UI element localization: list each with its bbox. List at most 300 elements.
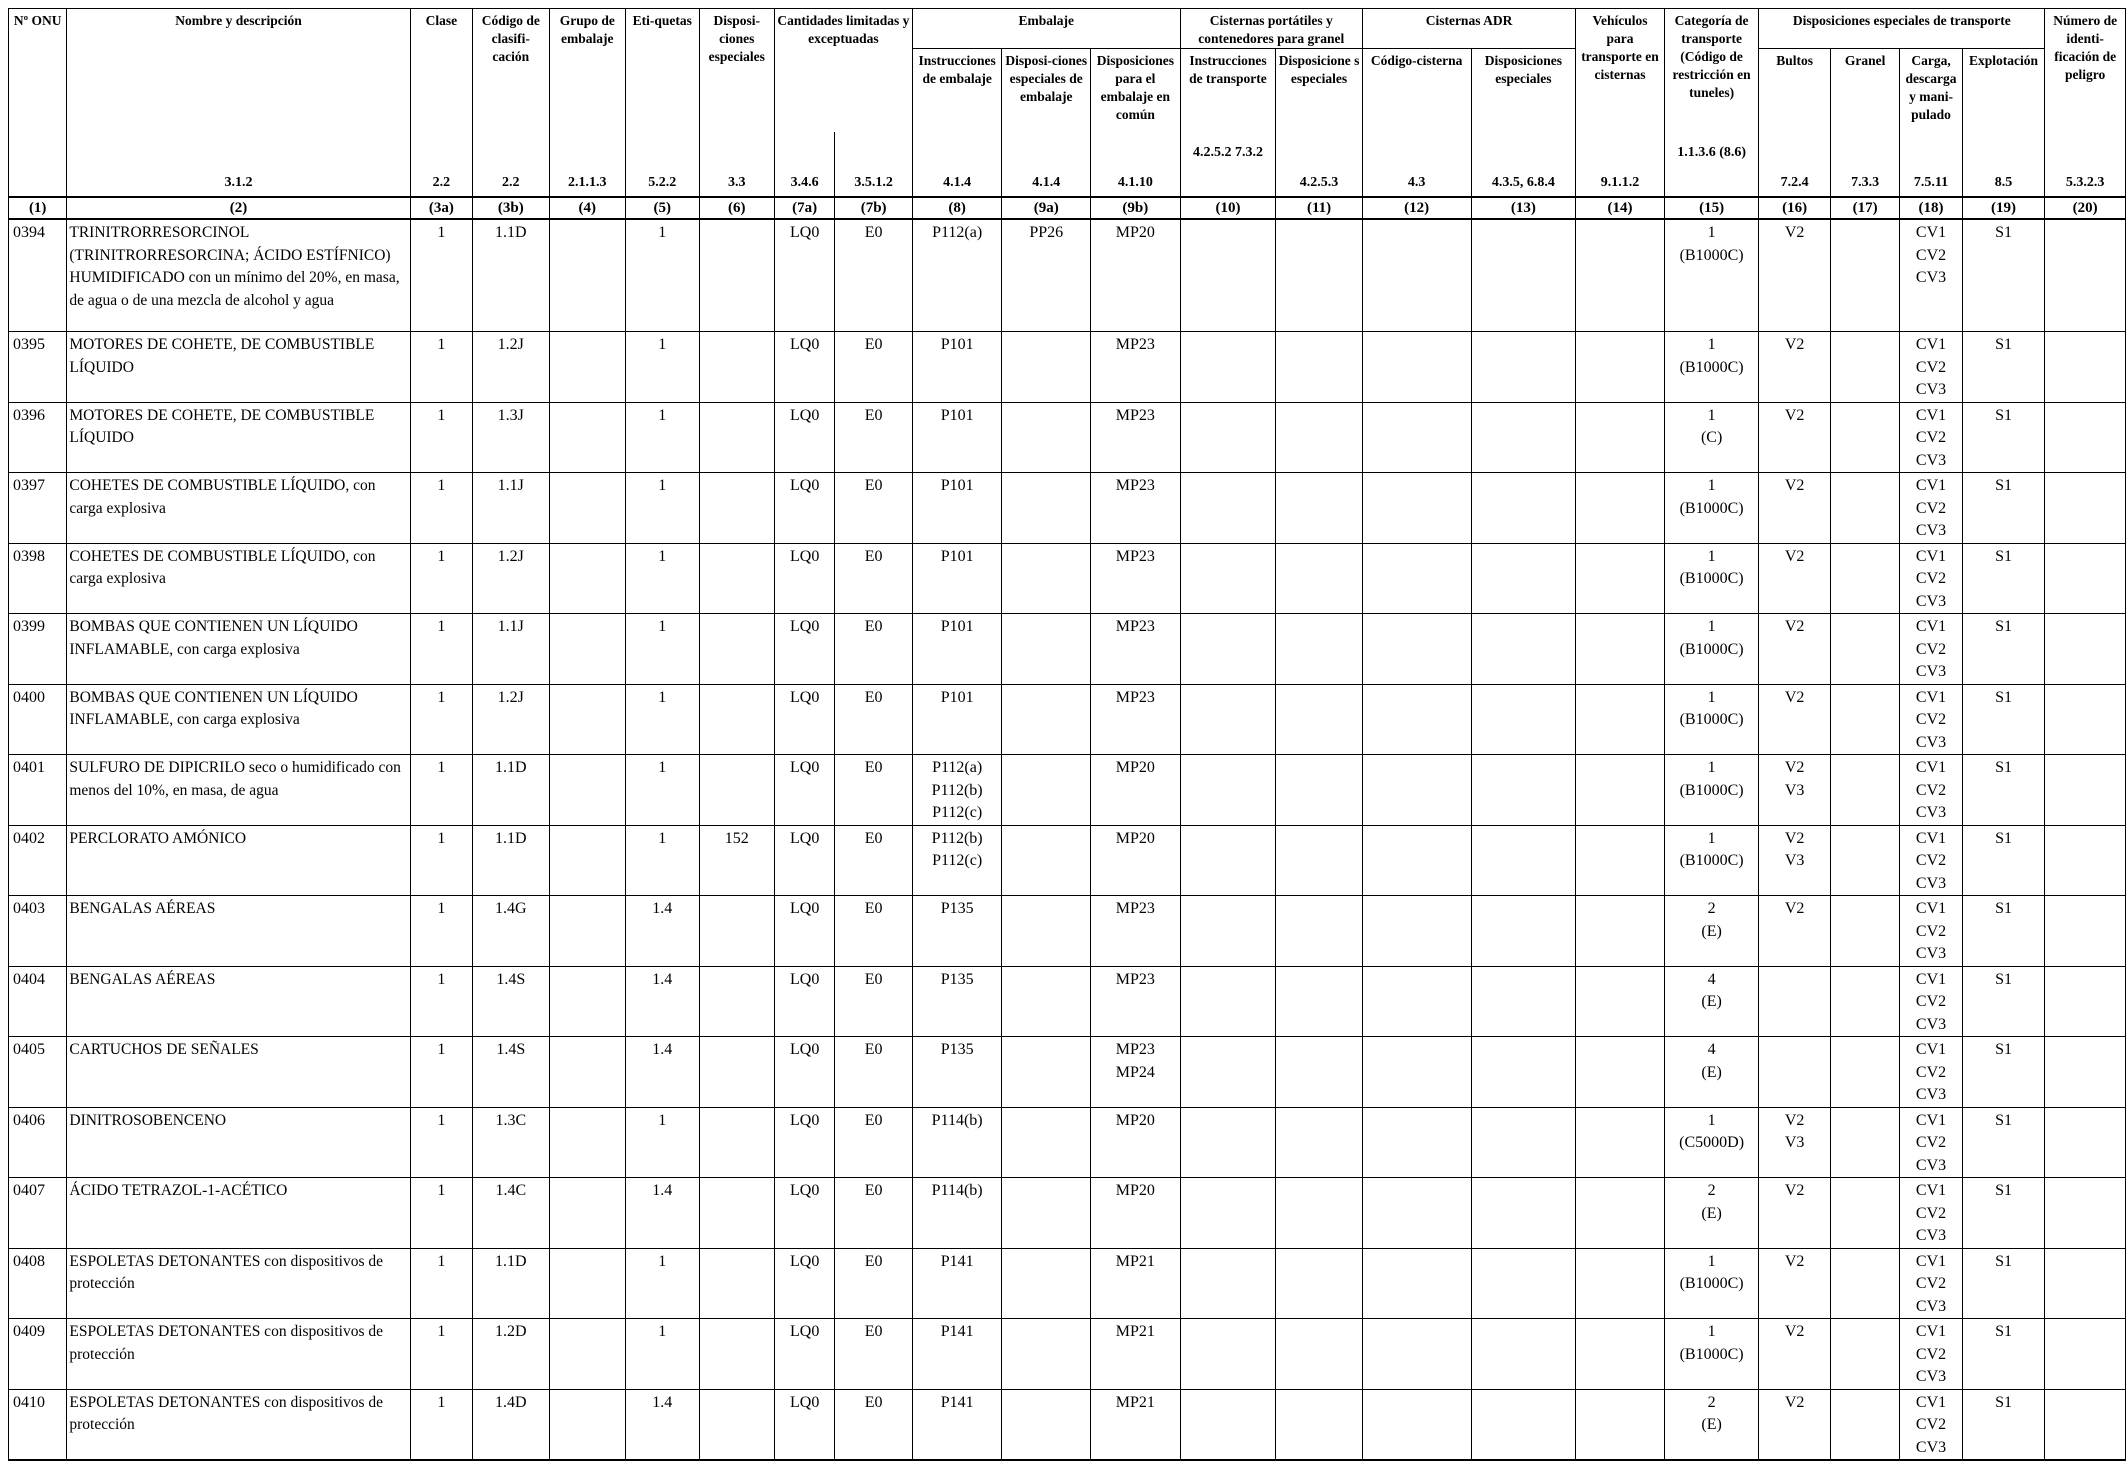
operation-provisions: S1 <box>1962 1248 2045 1319</box>
table-row <box>9 825 2126 896</box>
loading-provisions-line: CV3 <box>1915 1297 1947 1315</box>
tank-code <box>1362 1319 1471 1390</box>
tank-vehicle <box>1576 1178 1665 1249</box>
special-provisions <box>699 1389 774 1460</box>
loading-provisions <box>1900 614 1962 685</box>
transport-category-line: (B1000C) <box>1679 781 1744 799</box>
operation-provisions: S1 <box>1962 614 2045 685</box>
header-bulk: Granel <box>1830 49 1899 133</box>
classification-code: 1.1D <box>473 755 550 826</box>
tank-vehicle <box>1576 402 1665 473</box>
loading-provisions-line: CV2 <box>1915 711 1947 728</box>
loading-provisions <box>1900 966 1962 1037</box>
classification-code: 1.1D <box>473 1248 550 1319</box>
loading-provisions <box>1900 1037 1962 1108</box>
substance-name: BENGALAS AÉREAS <box>67 966 410 1037</box>
packing-group <box>549 966 626 1037</box>
portable-tank-provisions <box>1276 966 1363 1037</box>
packing-instructions <box>912 332 1002 403</box>
packing-instructions <box>912 473 1002 544</box>
packages-provisions <box>1759 825 1830 896</box>
special-provisions <box>699 332 774 403</box>
tank-vehicle <box>1576 896 1665 967</box>
portable-tank-instructions <box>1180 1389 1276 1460</box>
loading-provisions-line: CV3 <box>1915 1227 1947 1244</box>
transport-category-line: (E) <box>1701 993 1722 1010</box>
excepted-quantity: E0 <box>835 1107 913 1178</box>
loading-provisions-line: CV3 <box>1915 1015 1947 1033</box>
adr-tank-provisions <box>1471 684 1576 755</box>
special-provisions <box>699 473 774 544</box>
class: 1 <box>410 1389 472 1460</box>
special-packing-provisions <box>1002 1319 1091 1390</box>
loading-provisions-line: CV2 <box>1915 570 1947 587</box>
table-row <box>9 684 2126 755</box>
adr-tank-provisions <box>1471 1178 1576 1249</box>
loading-provisions-line: CV1 <box>1915 1111 1947 1129</box>
hazard-id-number <box>2045 473 2126 544</box>
ref-5: 5.2.2 <box>626 132 699 197</box>
loading-provisions <box>1900 1178 1962 1249</box>
transport-category <box>1664 473 1759 544</box>
substance-name: COHETES DE COMBUSTIBLE LÍQUIDO, con carga explosiva <box>67 473 410 544</box>
hazard-id-number <box>2045 402 2126 473</box>
mixed-packing <box>1091 402 1181 473</box>
loading-provisions <box>1900 896 1962 967</box>
onu-number: 0398 <box>9 543 67 614</box>
loading-provisions <box>1900 473 1962 544</box>
hazard-id-number <box>2045 1107 2126 1178</box>
operation-provisions: S1 <box>1962 473 2045 544</box>
ref-9a: 4.1.4 <box>1002 132 1091 197</box>
portable-tank-provisions <box>1276 1178 1363 1249</box>
mixed-packing-line: MP23 <box>1115 900 1155 917</box>
special-provisions: 152 <box>699 825 774 896</box>
mixed-packing <box>1091 896 1181 967</box>
table-row <box>9 614 2126 685</box>
classification-code: 1.4S <box>473 966 550 1037</box>
limited-quantity: LQ0 <box>774 1037 834 1108</box>
column-number: (16) <box>1759 197 1830 219</box>
loading-provisions-line: CV2 <box>1915 1134 1947 1151</box>
portable-tank-instructions <box>1180 1248 1276 1319</box>
packing-instructions <box>912 755 1002 826</box>
portable-tank-instructions <box>1180 543 1276 614</box>
transport-category <box>1664 1178 1759 1249</box>
portable-tank-instructions <box>1180 825 1276 896</box>
classification-code: 1.4S <box>473 1037 550 1108</box>
class: 1 <box>410 1107 472 1178</box>
substance-name: MOTORES DE COHETE, DE COMBUSTIBLE LÍQUIDO <box>67 402 410 473</box>
loading-provisions-line: CV2 <box>1915 922 1947 940</box>
mixed-packing-line: MP23 <box>1115 547 1155 565</box>
ref-6: 3.3 <box>699 132 774 197</box>
header-adr-tanks-group: Cisternas ADR <box>1362 9 1575 49</box>
excepted-quantity: E0 <box>835 684 913 755</box>
excepted-quantity: E0 <box>835 1037 913 1108</box>
limited-quantity: LQ0 <box>774 543 834 614</box>
operation-provisions: S1 <box>1962 219 2045 332</box>
header-mixed-packing: Disposiciones para el embalaje en común <box>1091 49 1181 133</box>
table-row <box>9 896 2126 967</box>
loading-provisions-line: CV3 <box>1915 522 1947 539</box>
transport-category-line: 1 <box>1707 618 1716 635</box>
column-number: (19) <box>1962 197 2045 219</box>
packing-group <box>549 684 626 755</box>
substance-name: SULFURO DE DIPICRILO seco o humidificado con menos del 10%, en masa, de agua <box>67 755 410 826</box>
tank-vehicle <box>1576 684 1665 755</box>
header-packages: Bultos <box>1759 49 1830 133</box>
class: 1 <box>410 1248 472 1319</box>
portable-tank-provisions <box>1276 219 1363 332</box>
loading-provisions-line: CV1 <box>1915 829 1947 847</box>
bulk-provisions <box>1830 896 1899 967</box>
tank-code <box>1362 1389 1471 1460</box>
loading-provisions <box>1900 1248 1962 1319</box>
class: 1 <box>410 1178 472 1249</box>
substance-name: DINITROSOBENCENO <box>67 1107 410 1178</box>
classification-code: 1.1D <box>473 219 550 332</box>
special-packing-provisions <box>1002 1178 1091 1249</box>
excepted-quantity: E0 <box>835 473 913 544</box>
mixed-packing-line: MP23 <box>1115 406 1155 424</box>
adr-tank-provisions <box>1471 1107 1576 1178</box>
tank-vehicle <box>1576 1389 1665 1460</box>
packages-provisions <box>1759 1248 1830 1319</box>
labels: 1.4 <box>626 1389 699 1460</box>
ref-11: 4.2.5.3 <box>1276 132 1363 197</box>
onu-number: 0408 <box>9 1248 67 1319</box>
hazard-id-number <box>2045 684 2126 755</box>
loading-provisions-line: CV3 <box>1915 1156 1947 1174</box>
packages-provisions <box>1759 219 1830 332</box>
limited-quantity: LQ0 <box>774 896 834 967</box>
adr-tank-provisions <box>1471 332 1576 403</box>
loading-provisions-line: CV2 <box>1915 499 1947 517</box>
loading-provisions-line: CV1 <box>1915 1182 1947 1199</box>
adr-tank-provisions <box>1471 896 1576 967</box>
packages-provisions-line: V2 <box>1784 618 1805 635</box>
ref-10: 4.2.5.2 7.3.2 <box>1180 132 1276 197</box>
ref-19: 8.5 <box>1962 132 2045 197</box>
substance-name: MOTORES DE COHETE, DE COMBUSTIBLE LÍQUIDO <box>67 332 410 403</box>
ref-2: 3.1.2 <box>67 132 410 197</box>
loading-provisions-line: CV2 <box>1915 993 1947 1010</box>
packing-group <box>549 1107 626 1178</box>
onu-number: 0399 <box>9 614 67 685</box>
special-provisions <box>699 1107 774 1178</box>
transport-category-line: (B1000C) <box>1679 1275 1744 1292</box>
portable-tank-provisions <box>1276 614 1363 685</box>
excepted-quantity: E0 <box>835 1178 913 1249</box>
packing-instructions-line: P114(b) <box>931 1182 983 1199</box>
packing-instructions-line: P101 <box>940 547 974 565</box>
mixed-packing <box>1091 543 1181 614</box>
column-number: (7a) <box>774 197 834 219</box>
loading-provisions-line: CV1 <box>1915 547 1947 565</box>
bulk-provisions <box>1830 755 1899 826</box>
column-number: (18) <box>1900 197 1962 219</box>
packing-instructions <box>912 219 1002 332</box>
tank-code <box>1362 1107 1471 1178</box>
substance-name: ÁCIDO TETRAZOL-1-ACÉTICO <box>67 1178 410 1249</box>
column-number: (9a) <box>1002 197 1091 219</box>
labels: 1 <box>626 684 699 755</box>
portable-tank-provisions <box>1276 473 1363 544</box>
class: 1 <box>410 219 472 332</box>
mixed-packing-line: MP23 <box>1115 477 1155 494</box>
portable-tank-provisions <box>1276 402 1363 473</box>
excepted-quantity: E0 <box>835 1319 913 1390</box>
dangerous-goods-table <box>8 8 2126 1461</box>
transport-category-line: (B1000C) <box>1679 358 1744 376</box>
transport-category-line: (E) <box>1701 1063 1722 1081</box>
column-number: (13) <box>1471 197 1576 219</box>
ref-3b: 2.2 <box>473 132 550 197</box>
column-number: (3a) <box>410 197 472 219</box>
table-row <box>9 1319 2126 1390</box>
loading-provisions-line: CV3 <box>1915 1438 1947 1456</box>
packing-group <box>549 1178 626 1249</box>
tank-code <box>1362 966 1471 1037</box>
transport-category-line: 1 <box>1707 547 1716 565</box>
packages-provisions-line: V3 <box>1784 781 1805 799</box>
ref-8: 4.1.4 <box>912 132 1002 197</box>
column-number: (7b) <box>835 197 913 219</box>
ref-4: 2.1.1.3 <box>549 132 626 197</box>
substance-name: ESPOLETAS DETONANTES con dispositivos de protección <box>67 1319 410 1390</box>
transport-category-line: (B1000C) <box>1679 499 1744 517</box>
operation-provisions: S1 <box>1962 543 2045 614</box>
loading-provisions-line: CV1 <box>1915 477 1947 494</box>
transport-category <box>1664 219 1759 332</box>
tank-code <box>1362 332 1471 403</box>
header-special-provisions: Disposi-ciones especiales <box>699 9 774 133</box>
ref-20: 5.3.2.3 <box>2045 132 2126 197</box>
packing-instructions <box>912 825 1002 896</box>
adr-tank-provisions <box>1471 825 1576 896</box>
packing-instructions-line: P141 <box>940 1393 974 1411</box>
packing-instructions <box>912 966 1002 1037</box>
loading-provisions-line: CV2 <box>1915 852 1947 869</box>
loading-provisions-line: CV3 <box>1915 1086 1947 1103</box>
mixed-packing <box>1091 219 1181 332</box>
transport-category-line: (B1000C) <box>1679 640 1744 658</box>
limited-quantity: LQ0 <box>774 219 834 332</box>
table-row <box>9 755 2126 826</box>
classification-code: 1.1D <box>473 825 550 896</box>
special-packing-provisions <box>1002 543 1091 614</box>
loading-provisions-line: CV1 <box>1915 336 1947 353</box>
mixed-packing-line: MP21 <box>1115 1323 1155 1340</box>
excepted-quantity: E0 <box>835 1248 913 1319</box>
mixed-packing <box>1091 1037 1181 1108</box>
packages-provisions <box>1759 684 1830 755</box>
tank-vehicle <box>1576 1248 1665 1319</box>
bulk-provisions <box>1830 1319 1899 1390</box>
loading-provisions-line: CV3 <box>1915 663 1947 680</box>
special-packing-provisions <box>1002 1107 1091 1178</box>
loading-provisions-line: CV3 <box>1915 592 1947 610</box>
operation-provisions: S1 <box>1962 755 2045 826</box>
loading-provisions-line: CV1 <box>1915 406 1947 424</box>
transport-category-line: 4 <box>1707 970 1716 988</box>
classification-code: 1.2J <box>473 543 550 614</box>
operation-provisions: S1 <box>1962 1319 2045 1390</box>
packing-group <box>549 825 626 896</box>
limited-quantity: LQ0 <box>774 614 834 685</box>
ref-18: 7.5.11 <box>1900 132 1962 197</box>
column-number: (10) <box>1180 197 1276 219</box>
special-packing-provisions <box>1002 1389 1091 1460</box>
tank-vehicle <box>1576 1107 1665 1178</box>
special-packing-provisions <box>1002 1037 1091 1108</box>
mixed-packing-line: MP20 <box>1115 224 1155 241</box>
transport-category-line: (B1000C) <box>1679 852 1744 869</box>
special-provisions <box>699 755 774 826</box>
special-packing-provisions <box>1002 332 1091 403</box>
portable-tank-instructions <box>1180 1107 1276 1178</box>
classification-code: 1.3J <box>473 402 550 473</box>
mixed-packing <box>1091 1178 1181 1249</box>
transport-category <box>1664 825 1759 896</box>
packing-group <box>549 402 626 473</box>
onu-number: 0405 <box>9 1037 67 1108</box>
operation-provisions: S1 <box>1962 966 2045 1037</box>
transport-category <box>1664 614 1759 685</box>
ref-1 <box>9 132 67 197</box>
loading-provisions-line: CV2 <box>1915 358 1947 376</box>
classification-code: 1.1J <box>473 614 550 685</box>
transport-category <box>1664 896 1759 967</box>
transport-category-line: 2 <box>1707 1182 1716 1199</box>
special-packing-provisions: PP26 <box>1002 219 1091 332</box>
mixed-packing-line: MP20 <box>1115 1111 1155 1129</box>
hazard-id-number <box>2045 896 2126 967</box>
special-provisions <box>699 402 774 473</box>
operation-provisions: S1 <box>1962 1178 2045 1249</box>
transport-category-line: (E) <box>1701 1416 1722 1433</box>
loading-provisions <box>1900 402 1962 473</box>
packages-provisions <box>1759 332 1830 403</box>
packing-instructions-line: P101 <box>940 688 974 706</box>
packing-group <box>549 1389 626 1460</box>
portable-tank-provisions <box>1276 1107 1363 1178</box>
special-provisions <box>699 614 774 685</box>
packages-provisions-line: V2 <box>1784 547 1805 565</box>
labels: 1.4 <box>626 1037 699 1108</box>
packages-provisions-line: V2 <box>1784 477 1805 494</box>
hazard-id-number <box>2045 219 2126 332</box>
portable-tank-provisions <box>1276 543 1363 614</box>
mixed-packing-line: MP23 <box>1115 970 1155 988</box>
special-packing-provisions <box>1002 402 1091 473</box>
adr-tank-provisions <box>1471 543 1576 614</box>
loading-provisions-line: CV2 <box>1915 1345 1947 1363</box>
packages-provisions-line: V2 <box>1784 336 1805 353</box>
portable-tank-instructions <box>1180 966 1276 1037</box>
labels: 1.4 <box>626 896 699 967</box>
packages-provisions <box>1759 1037 1830 1108</box>
loading-provisions-line: CV2 <box>1915 246 1947 264</box>
transport-category-line: (B1000C) <box>1679 246 1744 264</box>
header-portable-tanks-group: Cisternas portátiles y contenedores para granel <box>1180 9 1362 49</box>
mixed-packing <box>1091 966 1181 1037</box>
column-number: (20) <box>2045 197 2126 219</box>
loading-provisions-line: CV2 <box>1915 1063 1947 1081</box>
tank-vehicle <box>1576 543 1665 614</box>
hazard-id-number <box>2045 1389 2126 1460</box>
substance-name: BENGALAS AÉREAS <box>67 896 410 967</box>
column-number: (12) <box>1362 197 1471 219</box>
header-special-transport-group: Disposiciones especiales de transporte <box>1759 9 2045 49</box>
ref-7a: 3.4.6 <box>774 132 834 197</box>
onu-number: 0403 <box>9 896 67 967</box>
onu-number: 0410 <box>9 1389 67 1460</box>
onu-number: 0404 <box>9 966 67 1037</box>
packing-group <box>549 332 626 403</box>
header-special-packing: Disposi-ciones especiales de embalaje <box>1002 49 1091 133</box>
transport-category <box>1664 1037 1759 1108</box>
special-packing-provisions <box>1002 1248 1091 1319</box>
mixed-packing <box>1091 332 1181 403</box>
header-tank-code: Código-cisterna <box>1362 49 1471 133</box>
adr-tank-provisions <box>1471 1037 1576 1108</box>
packing-instructions <box>912 1248 1002 1319</box>
loading-provisions-line: CV3 <box>1915 874 1947 892</box>
transport-category-line: 1 <box>1707 336 1716 353</box>
packing-instructions-line: P114(b) <box>931 1111 983 1129</box>
packages-provisions <box>1759 896 1830 967</box>
loading-provisions-line: CV1 <box>1915 1393 1947 1411</box>
onu-number: 0407 <box>9 1178 67 1249</box>
portable-tank-instructions <box>1180 1037 1276 1108</box>
transport-category-line: 2 <box>1707 1393 1716 1411</box>
special-provisions <box>699 896 774 967</box>
tank-code <box>1362 402 1471 473</box>
substance-name: ESPOLETAS DETONANTES con dispositivos de protección <box>67 1248 410 1319</box>
packing-instructions-line: P101 <box>940 477 974 494</box>
special-provisions <box>699 1037 774 1108</box>
classification-code: 1.3C <box>473 1107 550 1178</box>
limited-quantity: LQ0 <box>774 473 834 544</box>
loading-provisions-line: CV2 <box>1915 781 1947 799</box>
packages-provisions <box>1759 402 1830 473</box>
ref-9b: 4.1.10 <box>1091 132 1181 197</box>
table-row <box>9 332 2126 403</box>
mixed-packing-line: MP23 <box>1115 1041 1155 1058</box>
loading-provisions-line: CV1 <box>1915 900 1947 917</box>
operation-provisions: S1 <box>1962 684 2045 755</box>
header-operation: Explotación <box>1962 49 2045 133</box>
onu-number: 0396 <box>9 402 67 473</box>
bulk-provisions <box>1830 1248 1899 1319</box>
table-row <box>9 966 2126 1037</box>
onu-number: 0395 <box>9 332 67 403</box>
table-body <box>9 219 2126 1460</box>
portable-tank-instructions <box>1180 402 1276 473</box>
header-tank-special-provisions: Disposicione s especiales <box>1276 49 1363 133</box>
packages-provisions-line: V2 <box>1784 1393 1805 1411</box>
special-provisions <box>699 219 774 332</box>
onu-number: 0402 <box>9 825 67 896</box>
tank-code <box>1362 825 1471 896</box>
labels: 1 <box>626 825 699 896</box>
bulk-provisions <box>1830 1178 1899 1249</box>
hazard-id-number <box>2045 543 2126 614</box>
portable-tank-instructions <box>1180 473 1276 544</box>
labels: 1.4 <box>626 1178 699 1249</box>
